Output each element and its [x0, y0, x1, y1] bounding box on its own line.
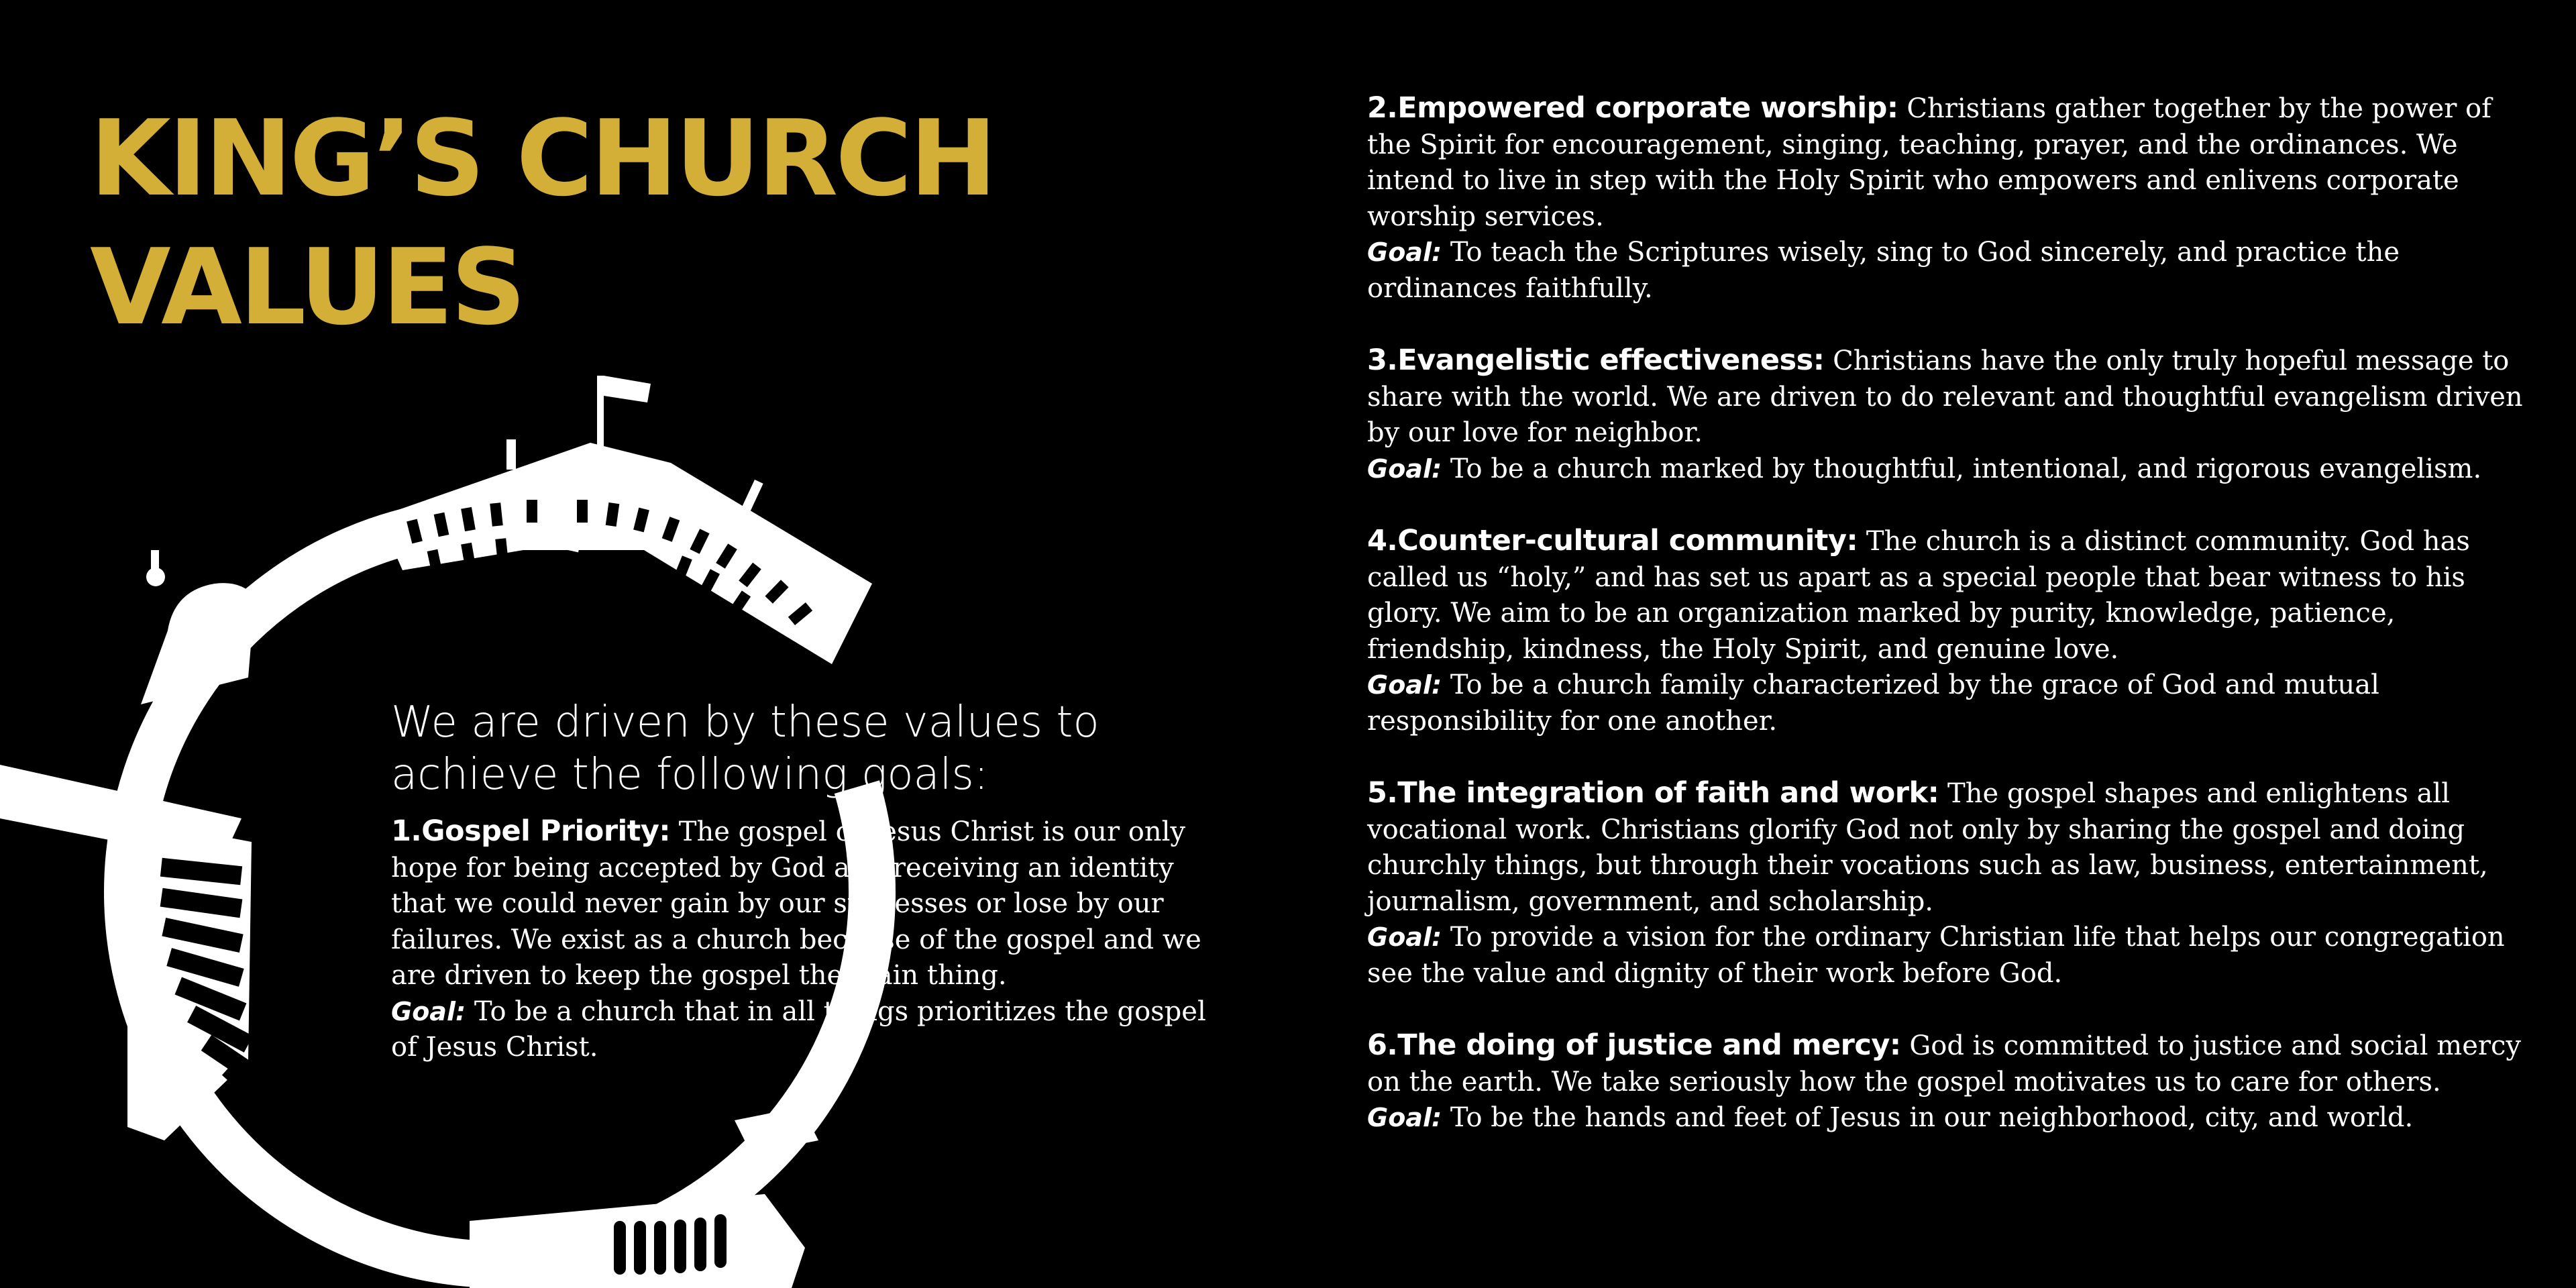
value-item-1 — [391, 814, 1223, 1066]
value-2-goal: To teach the Scriptures wisely, sing to God sincerely, and practice the ordinances faithfully. — [1367, 237, 2400, 304]
value-1-goal: To be a church that in all things prioritizes the gospel of Jesus Christ. — [391, 996, 1206, 1063]
value-6-goal-label: Goal: — [1367, 1103, 1442, 1132]
value-2-heading: 2.Empowered corporate worship: — [1367, 91, 1898, 125]
value-5-body: The gospel shapes and enlightens all vocational work. Christians glorify God not only by sharing the gospel and doing churchly things, but through their vocations such as law, business, entertainment, journalism, government, and scholarship. — [1367, 778, 2488, 917]
title-line-1: KING’S CHURCH — [90, 97, 995, 219]
value-1-body: The gospel of Jesus Christ is our only hope for being accepted by God and receiving an identity that we could never gain by our successes or lose by our failures. We exist as a church because of the gospel and we are driven to keep the gospel the main thing. — [391, 816, 1201, 991]
value-4-heading: 4.Counter-cultural community: — [1367, 524, 1858, 557]
value-5-heading: 5.The integration of faith and work: — [1367, 776, 1939, 810]
value-5-goal-label: Goal: — [1367, 922, 1442, 952]
value-6-heading: 6.The doing of justice and mercy: — [1367, 1028, 1901, 1062]
value-2-body: Christians gather together by the power of the Spirit for encouragement, singing, teaching, prayer, and the ordinances. We intend to live in step with the Holy Spirit who empowers and enlivens corporate worship services. — [1367, 93, 2491, 232]
value-1-heading: 1.Gospel Priority: — [391, 814, 671, 848]
value-1-goal-label: Goal: — [391, 996, 466, 1026]
title-line-2: VALUES — [90, 226, 524, 348]
value-3-goal: To be a church marked by thoughtful, intentional, and rigorous evangelism. — [1442, 453, 2482, 484]
value-item-3 — [1367, 343, 2534, 487]
value-3-goal-label: Goal: — [1367, 453, 1442, 484]
value-item-2 — [1367, 91, 2534, 307]
value-6-goal: To be the hands and feet of Jesus in our neighborhood, city, and world. — [1442, 1102, 2414, 1133]
value-4-body: The church is a distinct community. God has called us “holy,” and has set us apart as a special people that bear witness to his glory. We aim to be an organization marked by purity, knowledge, patience, friendship, kindness, the Holy Spirit, and genuine love. — [1367, 526, 2470, 665]
page-title — [90, 94, 994, 352]
value-4-goal: To be a church family characterized by the grace of God and mutual responsibility for one another. — [1367, 669, 2379, 737]
value-3-body: Christians have the only truly hopeful message to share with the world. We are driven to do relevant and thoughtful evangelism driven by our love for neighbor. — [1367, 345, 2523, 448]
value-6-body: God is committed to justice and social mercy on the earth. We take seriously how the gospel motivates us to care for others. — [1367, 1030, 2522, 1097]
value-5-goal: To provide a vision for the ordinary Christian life that helps our congregation see the value and dignity of their work before God. — [1367, 922, 2505, 989]
values-list — [1367, 91, 2534, 1173]
value-3-heading: 3.Evangelistic effectiveness: — [1367, 343, 1825, 377]
value-item-6 — [1367, 1028, 2534, 1136]
value-item-4 — [1367, 523, 2534, 739]
value-2-goal-label: Goal: — [1367, 237, 1442, 267]
value-item-5 — [1367, 775, 2534, 991]
value-4-goal-label: Goal: — [1367, 670, 1442, 700]
intro-heading: We are driven by these values to achieve the following goals: — [391, 698, 1099, 800]
